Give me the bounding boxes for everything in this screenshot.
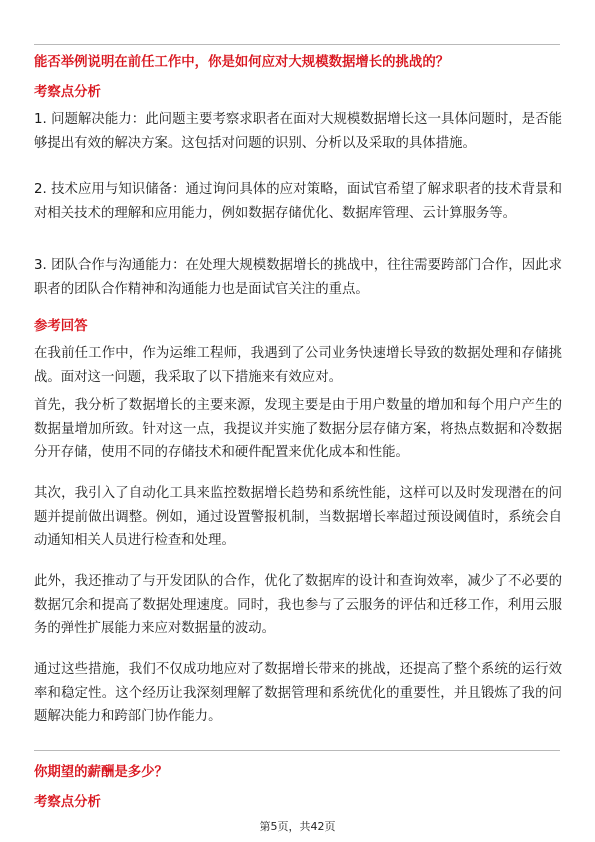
answer-paragraph-2: 首先，我分析了数据增长的主要来源，发现主要是由于用户数量的增加和每个用户产生的数据量增加所致。针对这一点，我提议并实施了数据分层存储方案，将热点数据和冷数据分开存储，使用不同的存储技术和硬件配置来优化成本和性能。	[34, 398, 562, 460]
question-1-analysis-heading: 考察点分析	[34, 85, 101, 100]
answer-paragraph-3: 其次，我引入了自动化工具来监控数据增长趋势和系统性能，这样可以及时发现潜在的问题并提前做出调整。例如，通过设置警报机制，当数据增长率超过预设阈值时，系统会自动通知相关人员进行检查和处理。	[34, 486, 562, 548]
answer-paragraph-4: 此外，我还推动了与开发团队的合作，优化了数据库的设计和查询效率，减少了不必要的数据冗余和提高了数据处理速度。同时，我也参与了云服务的评估和迁移工作，利用云服务的弹性扩展能力来应对数据量的波动。	[34, 574, 562, 636]
question-2-title: 你期望的薪酬是多少？	[34, 765, 168, 780]
analysis-point-3: 3. 团队合作与沟通能力：在处理大规模数据增长的挑战中，往往需要跨部门合作，因此求职者的团队合作精神和沟通能力也是面试官关注的重点。	[34, 258, 562, 297]
page-number: 第5页，共42页	[259, 820, 336, 833]
section-divider	[34, 750, 560, 751]
question-1-title: 能否举例说明在前任工作中，你是如何应对大规模数据增长的挑战的？	[34, 55, 450, 70]
analysis-point-1: 1. 问题解决能力：此问题主要考察求职者在面对大规模数据增长这一具体问题时，是否能够提出有效的解决方案。这包括对问题的识别、分析以及采取的具体措施。	[34, 112, 562, 151]
analysis-point-2: 2. 技术应用与知识储备：通过询问具体的应对策略，面试官希望了解求职者的技术背景和对相关技术的理解和应用能力，例如数据存储优化、数据库管理、云计算服务等。	[34, 182, 562, 221]
top-divider	[34, 44, 560, 45]
question-1-answer-heading: 参考回答	[34, 319, 88, 334]
question-2-analysis-heading: 考察点分析	[34, 795, 101, 810]
answer-paragraph-1: 在我前任工作中，作为运维工程师，我遇到了公司业务快速增长导致的数据处理和存储挑战。面对这一问题，我采取了以下措施来有效应对。	[34, 346, 562, 385]
answer-paragraph-5: 通过这些措施，我们不仅成功地应对了数据增长带来的挑战，还提高了整个系统的运行效率和稳定性。这个经历让我深刻理解了数据管理和系统优化的重要性，并且锻炼了我的问题解决能力和跨部门协作能力。	[34, 662, 562, 724]
